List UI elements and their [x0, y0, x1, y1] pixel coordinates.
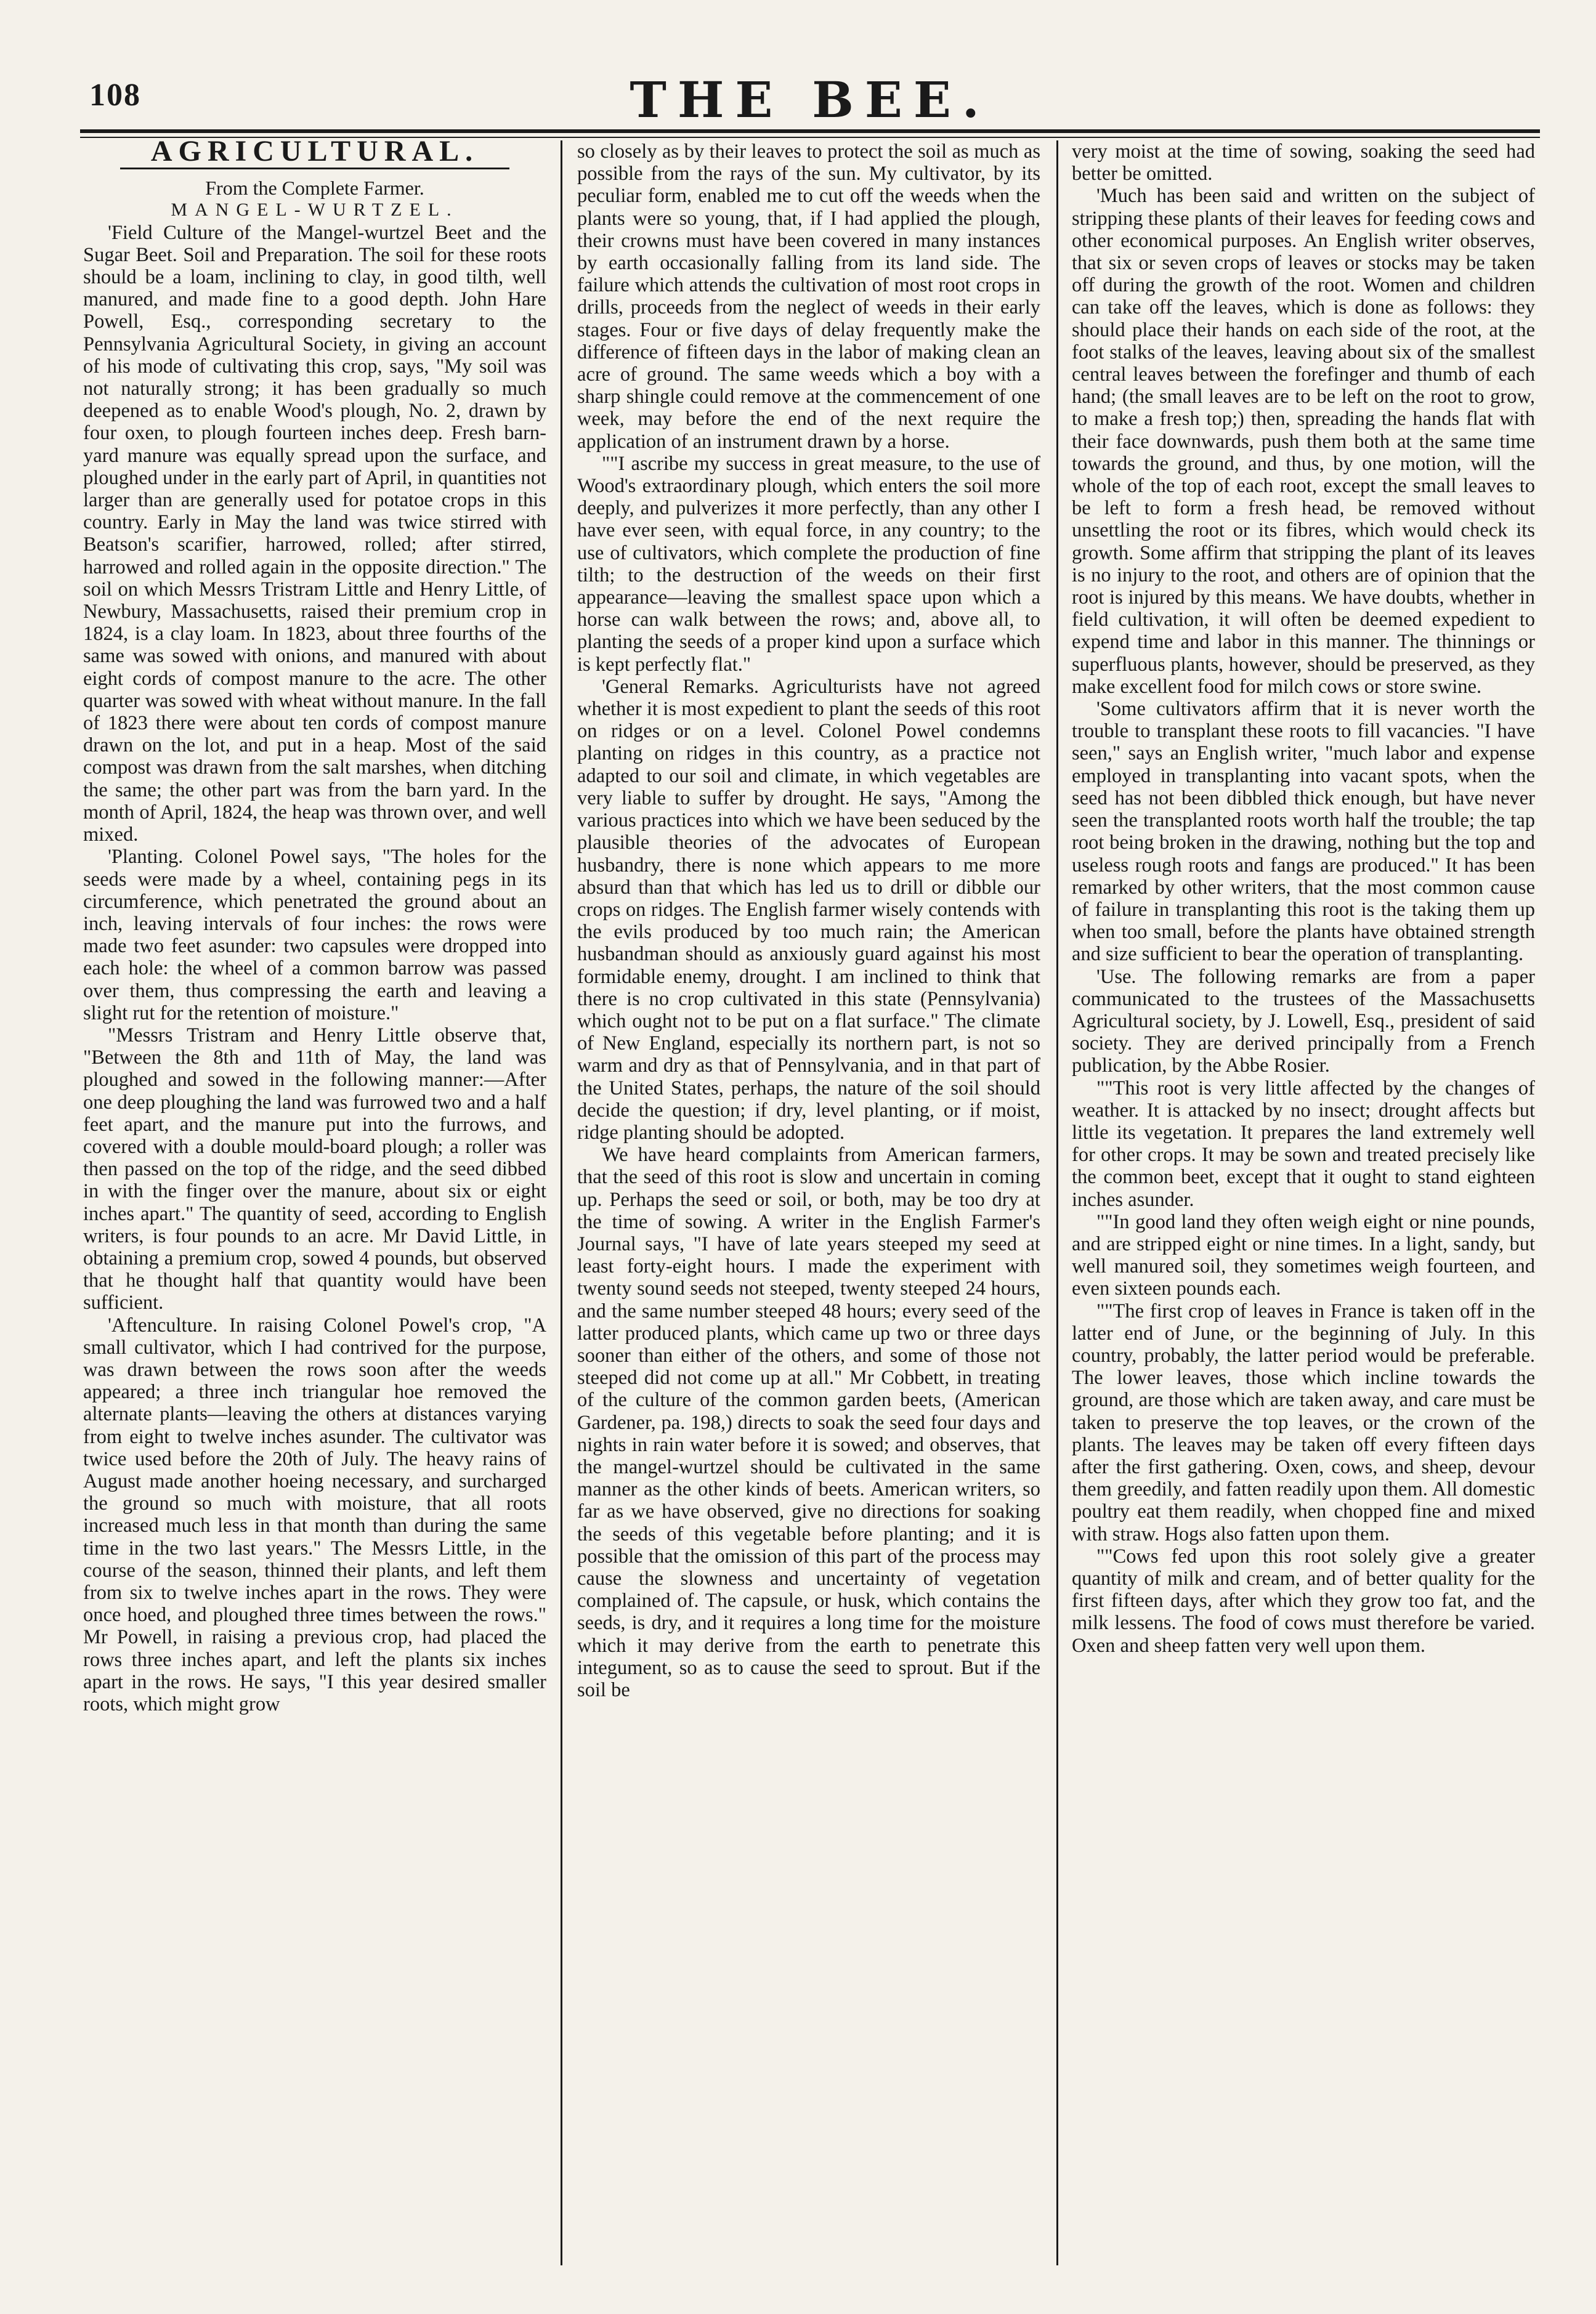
- paragraph: ""In good land they often weigh eight or nine pounds, and are stripped eight or nine times. In a light, sandy, but well manured soil, they sometimes weigh fourteen, and even sixteen pounds each.: [1072, 1210, 1535, 1300]
- section-rule: [120, 168, 509, 169]
- paragraph: 'Planting. Colonel Powel says, "The holes for the seeds were made by a wheel, containing pegs in its circumference, which penetrated the ground about an inch, leaving intervals of four inches: the rows were made two feet asunder: two capsules were dropped into each hole: the wheel of a common barrow was passed over them, thus compressing the earth and leaving a slight rut for the retention of moisture.": [83, 846, 546, 1024]
- header-rule-thin: [80, 137, 1540, 138]
- paragraph: "Messrs Tristram and Henry Little observe that, "Between the 8th and 11th of May, the land was ploughed and sowed in the following manner:—After one deep ploughing the land was furrowed two and a half feet apart, and the manure put into the furrows, and covered with a double mould-board plough; a roller was then passed on the top of the ridge, and the seed dibbed in with the finger over the manure, about six or eight inches apart." The quantity of seed, according to English writers, is four pounds to an acre. Mr David Little, in obtaining a premium crop, sowed 4 pounds, but observed that he thought half that quantity would have been sufficient.: [83, 1024, 546, 1314]
- text-columns: [83, 140, 1537, 2265]
- column-3: [1072, 140, 1535, 2265]
- column-1: [83, 140, 546, 2265]
- column-2: [577, 140, 1040, 2265]
- column-divider: [561, 140, 562, 2265]
- source-line: From the Complete Farmer.: [205, 177, 424, 200]
- paragraph: ""I ascribe my success in great measure, to the use of Wood's extraordinary plough, which enters the soil more deeply, and pulverizes it more perfectly, than any other I have ever seen, with equal force, in any country; to the use of cultivators, which complete the production of fine tilth; to the destruction of the weeds on their first appearance—leaving the smallest space upon which a horse can walk between the rows; and, above all, to planting the seeds of a proper kind upon a surface which is kept perfectly flat.": [577, 452, 1040, 676]
- paragraph: ""Cows fed upon this root solely give a greater quantity of milk and cream, and of better quality for the first fifteen days, after which they grow too fat, and the milk lessens. The food of cows must therefore be varied. Oxen and sheep fatten very well upon them.: [1072, 1545, 1535, 1657]
- paragraph: We have heard complaints from American farmers, that the seed of this root is slow and uncertain in coming up. Perhaps the seed or soil, or both, may be too dry at the time of sowing. A writer in the English Farmer's Journal says, "I have of late years steeped my seed at least forty-eight hours. I made the experiment with twenty sound seeds not steeped, twenty steeped 24 hours, and the same number steeped 48 hours; every seed of the latter produced plants, which came up two or three days sooner than either of the others, and some of those not steeped did not come up at all." Mr Cobbett, in treating of the culture of the common garden beets, (American Gardener, pa. 198,) directs to soak the seed four days and nights in rain water before it is sowed; and observes, that the mangel-wurtzel should be cultivated in the same manner as the other kinds of beets. American writers, so far as we have observed, give no directions for soaking the seeds of this vegetable before planting; and it is possible that the omission of this part of the process may cause the slowness and uncertainty of vegetation complained of. The capsule, or husk, which contains the seeds, is dry, and it requires a long time for the moisture which it may derive from the earth to penetrate this integument, so as to cause the seed to sprout. But if the soil be: [577, 1144, 1040, 1702]
- column-divider: [1056, 140, 1058, 2265]
- masthead-title: THE BEE.: [630, 71, 990, 129]
- paragraph: 'Aftenculture. In raising Colonel Powel's crop, "A small cultivator, which I had contrived for the purpose, was drawn between the rows soon after the weeds appeared; a three inch triangular hoe removed the alternate plants—leaving the others at distances varying from eight to twelve inches asunder. The cultivator was twice used before the 20th of July. The heavy rains of August made another hoeing necessary, and surcharged the ground so much with moisture, that all roots increased much less in that month than during the same time in the two last years." The Messrs Little, in the course of the season, thinned their plants, and left them from six to twelve inches apart in the rows. They were once hoed, and ploughed three times between the rows." Mr Powell, in raising a previous crop, had placed the rows three inches apart, and left the plants six inches apart in the rows. He says, "I this year desired smaller roots, which might grow: [83, 1314, 546, 1716]
- header-rule-thick: [80, 129, 1540, 133]
- paragraph: 'Some cultivators affirm that it is never worth the trouble to transplant these roots to fill vacancies. "I have seen," says an English writer, "much labor and expense employed in transplanting into vacant spots, when the seed has not been dibbled thick enough, but have never seen the transplanted roots worth half the trouble; the tap root being broken in the drawing, nothing but the top and useless rough roots and fangs are produced." It has been remarked by other writers, that the most common cause of failure in transplanting this root is the taking them up when too small, before the plants have obtained strength and size sufficient to bear the operation of transplanting.: [1072, 698, 1535, 966]
- paragraph: so closely as by their leaves to protect the soil as much as possible from the rays of the sun. My cultivator, by its peculiar form, enabled me to cut off the weeds when the plants were so young, that, if I had applied the plough, their crowns must have been covered in many instances by earth occasionally falling from its land side. The failure which attends the cultivation of most root crops in drills, proceeds from the neglect of weeds in their early stages. Four or five days of delay frequently make the difference of fifteen days in the labor of making clean an acre of ground. The same weeds which a boy with a sharp shingle could remove at the commencement of one week, may before the end of the next require the application of an instrument drawn by a horse.: [577, 140, 1040, 453]
- paragraph: 'Use. The following remarks are from a paper communicated to the trustees of the Massachusetts Agricultural society, by J. Lowell, Esq., president of said society. They are derived principally from a French publication, by the Abbe Rosier.: [1072, 965, 1535, 1077]
- paragraph: very moist at the time of sowing, soaking the seed had better be omitted.: [1072, 140, 1535, 185]
- paragraph: 'General Remarks. Agriculturists have not agreed whether it is most expedient to plant the seeds of this root on ridges or on a level. Colonel Powel condemns planting on ridges in this country, as a practice not adapted to our soil and climate, in which vegetables are very liable to suffer by drought. He says, "Among the various practices into which we have been seduced by the plausible theories of the advocates of European husbandry, there is none which appears to me more absurd than that which has led us to drill or dibble our crops on ridges. The English farmer wisely contends with the evils produced by too much rain; the American husbandman should as anxiously guard against his most formidable enemy, drought. I am inclined to think that there is no crop cultivated in this state (Pennsylvania) which ought not to be put on a flat surface." The climate of New England, especially its northern part, is not so warm and dry as that of Pennsylvania, and in that part of the United States, perhaps, the nature of the soil should decide the question; if dry, level planting, or if moist, ridge planting should be adopted.: [577, 675, 1040, 1144]
- page-header: [80, 71, 1540, 132]
- section-heading: AGRICULTURAL.: [150, 140, 479, 168]
- article-title: MANGEL-WURTZEL.: [171, 200, 459, 220]
- paragraph: 'Much has been said and written on the subject of stripping these plants of their leaves for feeding cows and other economical purposes. An English writer observes, that six or seven crops of leaves or stocks may be taken off during the growth of the root. Women and children can take off the leaves, which is done as follows: they should place their hands on each side of the root, at the foot stalks of the leaves, leaving about six of the smallest central leaves between the forefinger and thumb of each hand; (the small leaves are to be left on the root to grow, to make a fresh top;) then, spreading the hands flat with their face downwards, push them both at the same time towards the ground, and thus, by one motion, will the whole of the top of each root, except the small leaves to be left to form a fresh head, be removed without unsettling the root or its fibres, which would check its growth. Some affirm that stripping the plant of its leaves is no injury to the root, and others are of opinion that the root is injured by this means. We have doubts, whether in field cultivation, it will often be deemed expedient to expend time and labor in this manner. The thinnings or superfluous plants, however, should be preserved, as they make excellent food for milch cows or store swine.: [1072, 185, 1535, 698]
- page-number: 108: [89, 78, 141, 113]
- paragraph: 'Field Culture of the Mangel-wurtzel Beet and the Sugar Beet. Soil and Preparation. The soil for these roots should be a loam, inclining to clay, in good tilth, well manured, and made fine to a good depth. John Hare Powell, Esq., corresponding secretary to the Pennsylvania Agricultural Society, in giving an account of his mode of cultivating this crop, says, "My soil was not naturally strong; it has been gradually so much deepened as to enable Wood's plough, No. 2, drawn by four oxen, to plough fourteen inches deep. Fresh barn-yard manure was equally spread upon the surface, and ploughed under in the early part of April, in quantities not larger than are generally used for potatoe crops in this country. Early in May the land was twice stirred with Beatson's scarifier, harrowed, rolled; after stirred, harrowed and rolled again in the opposite direction." The soil on which Messrs Tristram Little and Henry Little, of Newbury, Massachusetts, raised their premium crop in 1824, is a clay loam. In 1823, about three fourths of the same was sowed with onions, and manured with about eight cords of compost manure to the acre. The other quarter was sowed with wheat without manure. In the fall of 1823 there were about ten cords of compost manure drawn on the lot, and put in a heap. Most of the said compost was drawn from the salt marshes, when ditching the same; the other part was from the barn yard. In the month of April, 1824, the heap was thrown over, and well mixed.: [83, 221, 546, 846]
- paragraph: ""This root is very little affected by the changes of weather. It is attacked by no insect; drought affects but little its vegetation. It prepares the land extremely well for other crops. It may be sown and treated precisely like the common beet, except that it ought to stand eighteen inches asunder.: [1072, 1077, 1535, 1211]
- paragraph: ""The first crop of leaves in France is taken off in the latter end of June, or the beginning of July. In this country, probably, the latter period would be preferable. The lower leaves, those which incline towards the ground, are those which are taken away, and care must be taken to preserve the top leaves, or the crown of the plants. The leaves may be taken off every fifteen days after the first gathering. Oxen, cows, and sheep, devour them greedily, and fatten readily upon them. All domestic poultry eat them readily, when chopped fine and mixed with straw. Hogs also fatten upon them.: [1072, 1300, 1535, 1545]
